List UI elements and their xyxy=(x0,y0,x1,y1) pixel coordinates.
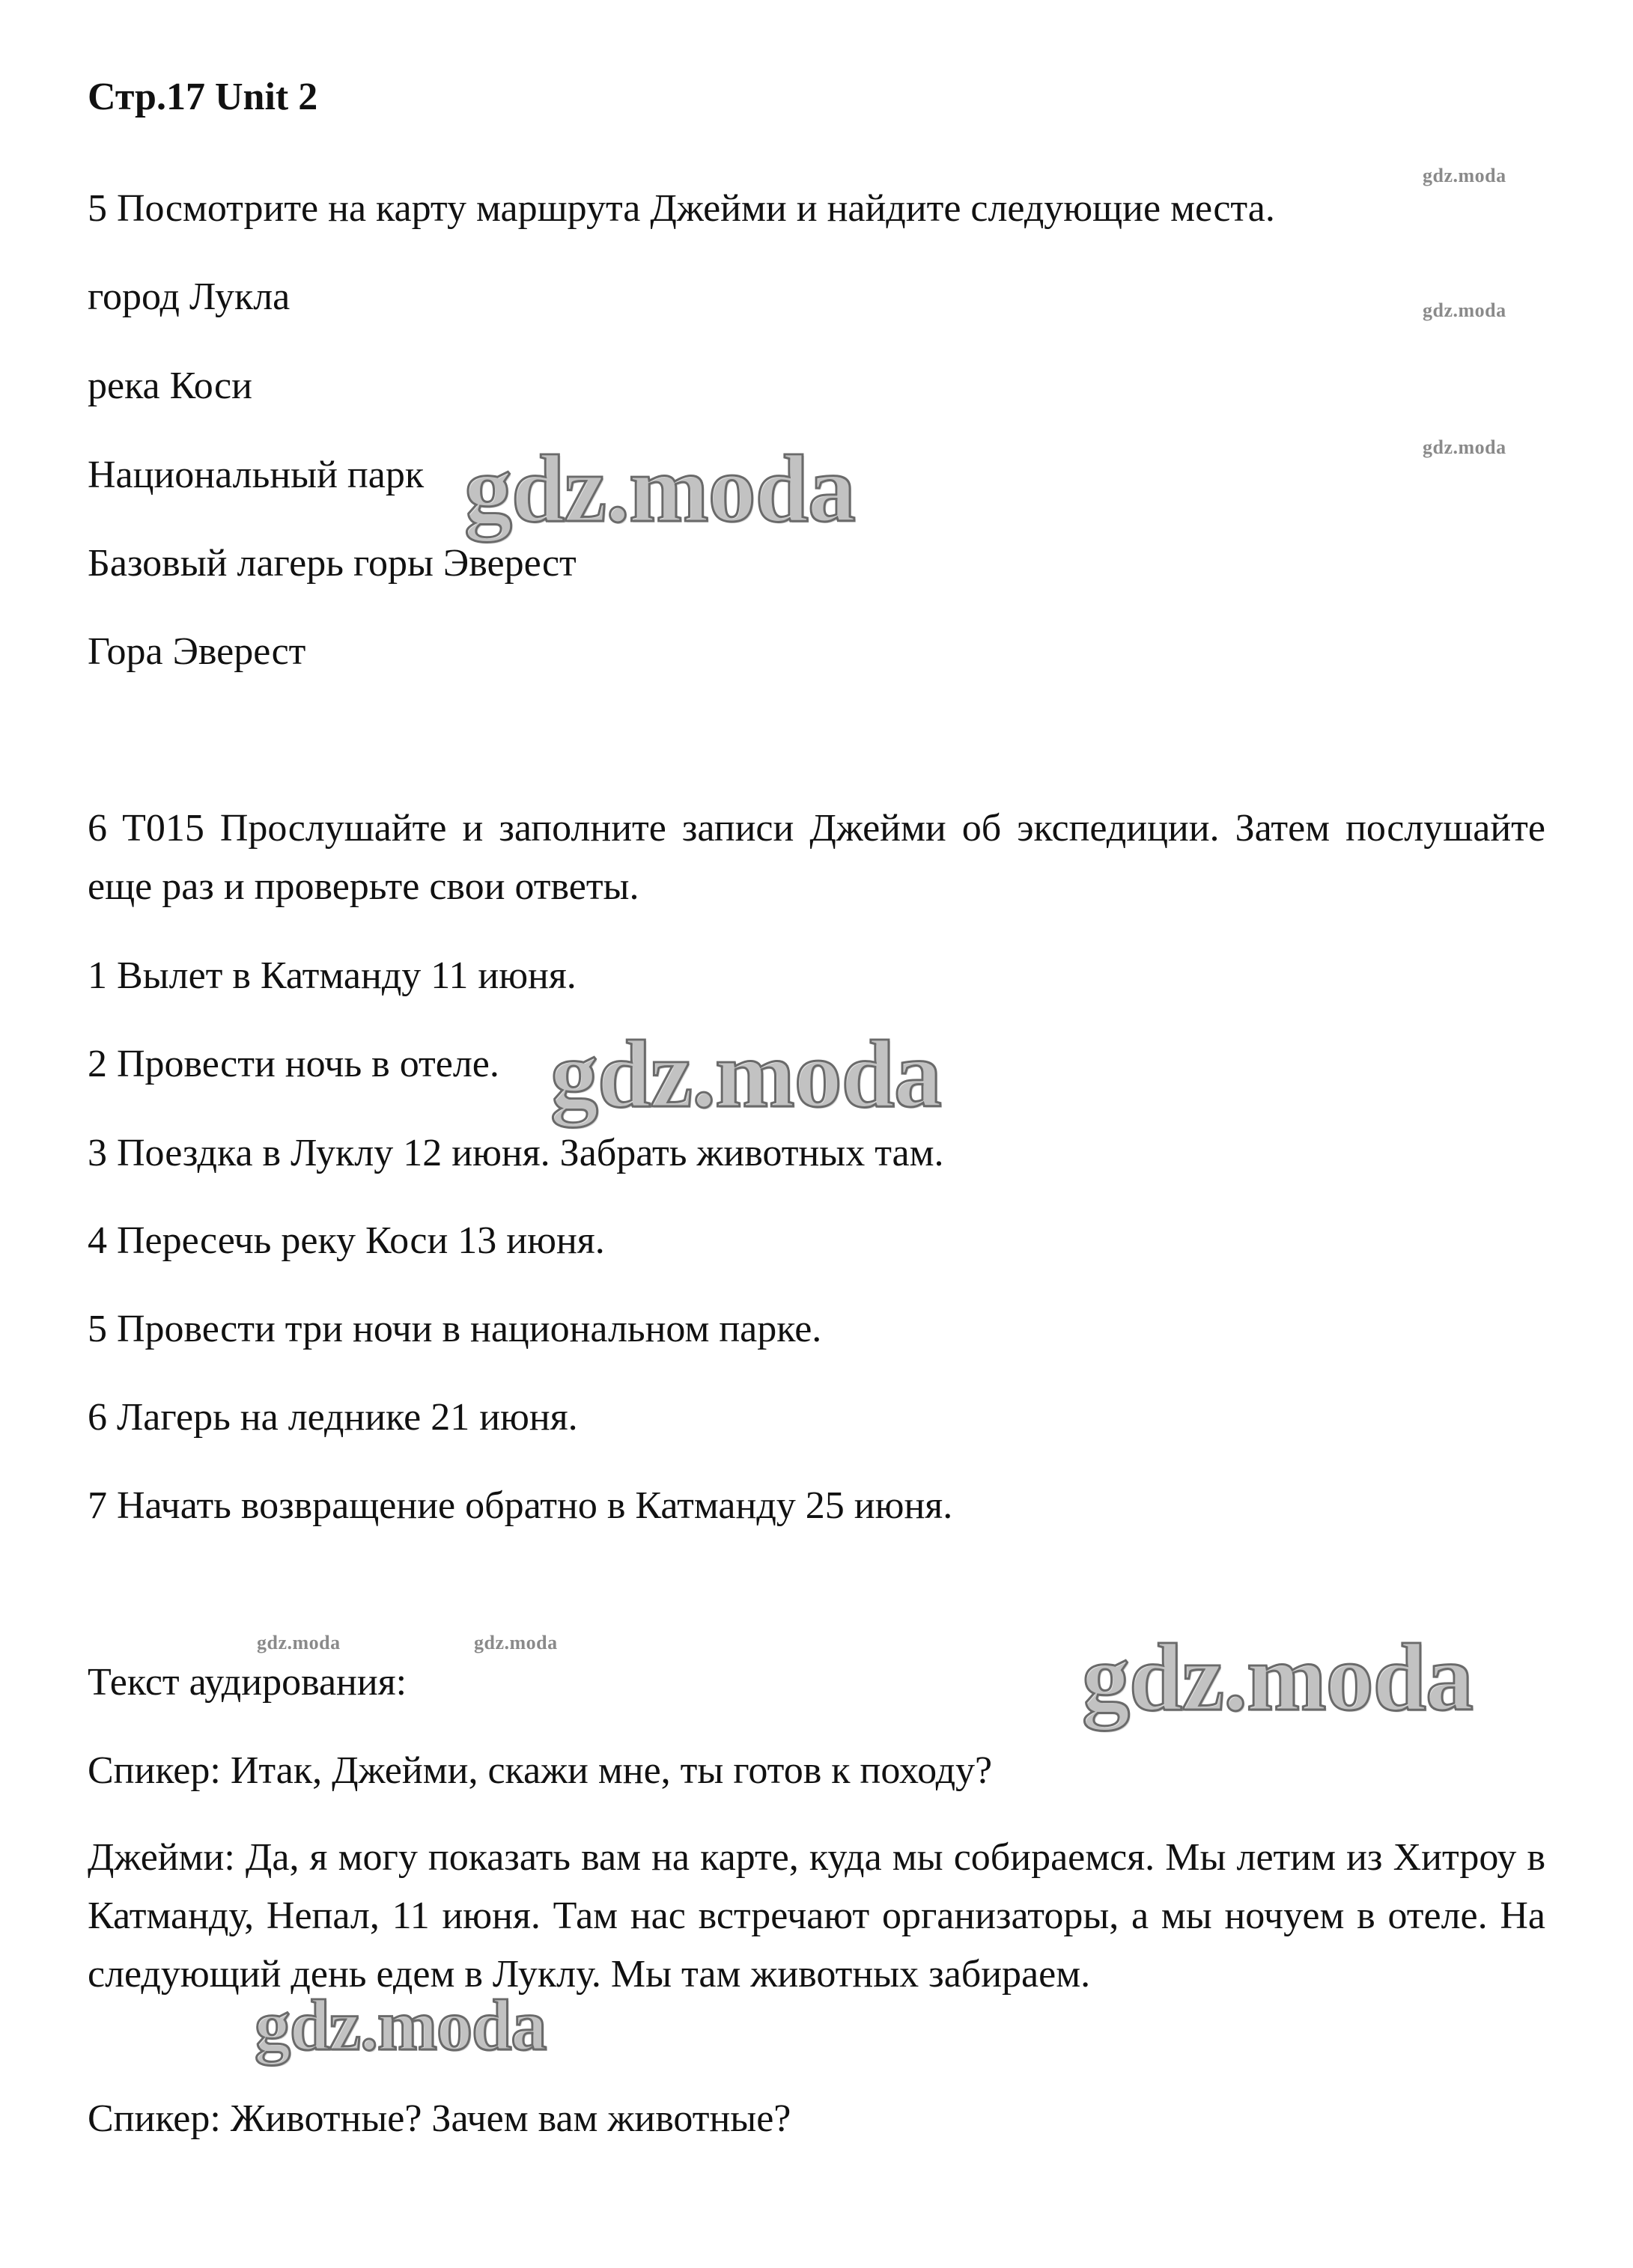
note-item: 1 Вылет в Катманду 11 июня. xyxy=(88,954,577,997)
task6-title: 6 T015 Прослушайте и заполните записи Джейми об экспедиции. Затем послушайте еще раз и проверьте свои ответы. xyxy=(88,807,1545,908)
place-item: река Коси xyxy=(88,365,252,407)
watermark-small: gdz.moda xyxy=(1423,299,1506,321)
watermark-large: gdz.moda xyxy=(1082,1624,1473,1731)
place-item: Базовый лагерь горы Эверест xyxy=(88,542,577,585)
watermark-small: gdz.moda xyxy=(1423,436,1506,458)
note-item: 6 Лагерь на леднике 21 июня. xyxy=(88,1396,578,1439)
place-item: город Лукла xyxy=(88,275,291,318)
note-item: 2 Провести ночь в отеле. xyxy=(88,1043,499,1085)
note-item: 4 Пересечь реку Коси 13 июня. xyxy=(88,1219,605,1262)
transcript-line: Спикер: Итак, Джейми, скажи мне, ты готов к походу? xyxy=(88,1749,993,1792)
watermark-small: gdz.moda xyxy=(1423,165,1506,186)
watermark-large: gdz.moda xyxy=(464,436,855,542)
transcript-label: Текст аудирования: xyxy=(88,1661,407,1704)
watermark-small: gdz.moda xyxy=(474,1632,558,1653)
watermark-large: gdz.moda xyxy=(255,1985,547,2065)
note-item: 5 Провести три ночи в национальном парке. xyxy=(88,1308,822,1350)
note-item: 3 Поездка в Луклу 12 июня. Забрать животных там. xyxy=(88,1132,944,1174)
transcript-line: Спикер: Животные? Зачем вам животные? xyxy=(88,2097,791,2140)
page-heading: Стр.17 Unit 2 xyxy=(88,76,318,118)
transcript-line: Джейми: Да, я могу показать вам на карте, куда мы собираемся. Мы летим из Хитроу в Катманду, Непал, 11 июня. Там нас встречают организаторы, а мы ночуем в отеле. На следующий день едем в Луклу. Мы там животных забираем. xyxy=(88,1836,1545,1996)
watermark-small: gdz.moda xyxy=(257,1632,341,1653)
watermark-large: gdz.moda xyxy=(550,1021,941,1127)
place-item: Национальный парк xyxy=(88,454,425,496)
task5-title: 5 Посмотрите на карту маршрута Джейми и найдите следующие места. xyxy=(88,187,1275,230)
place-item: Гора Эверест xyxy=(88,630,306,673)
note-item: 7 Начать возвращение обратно в Катманду 25 июня. xyxy=(88,1484,953,1527)
